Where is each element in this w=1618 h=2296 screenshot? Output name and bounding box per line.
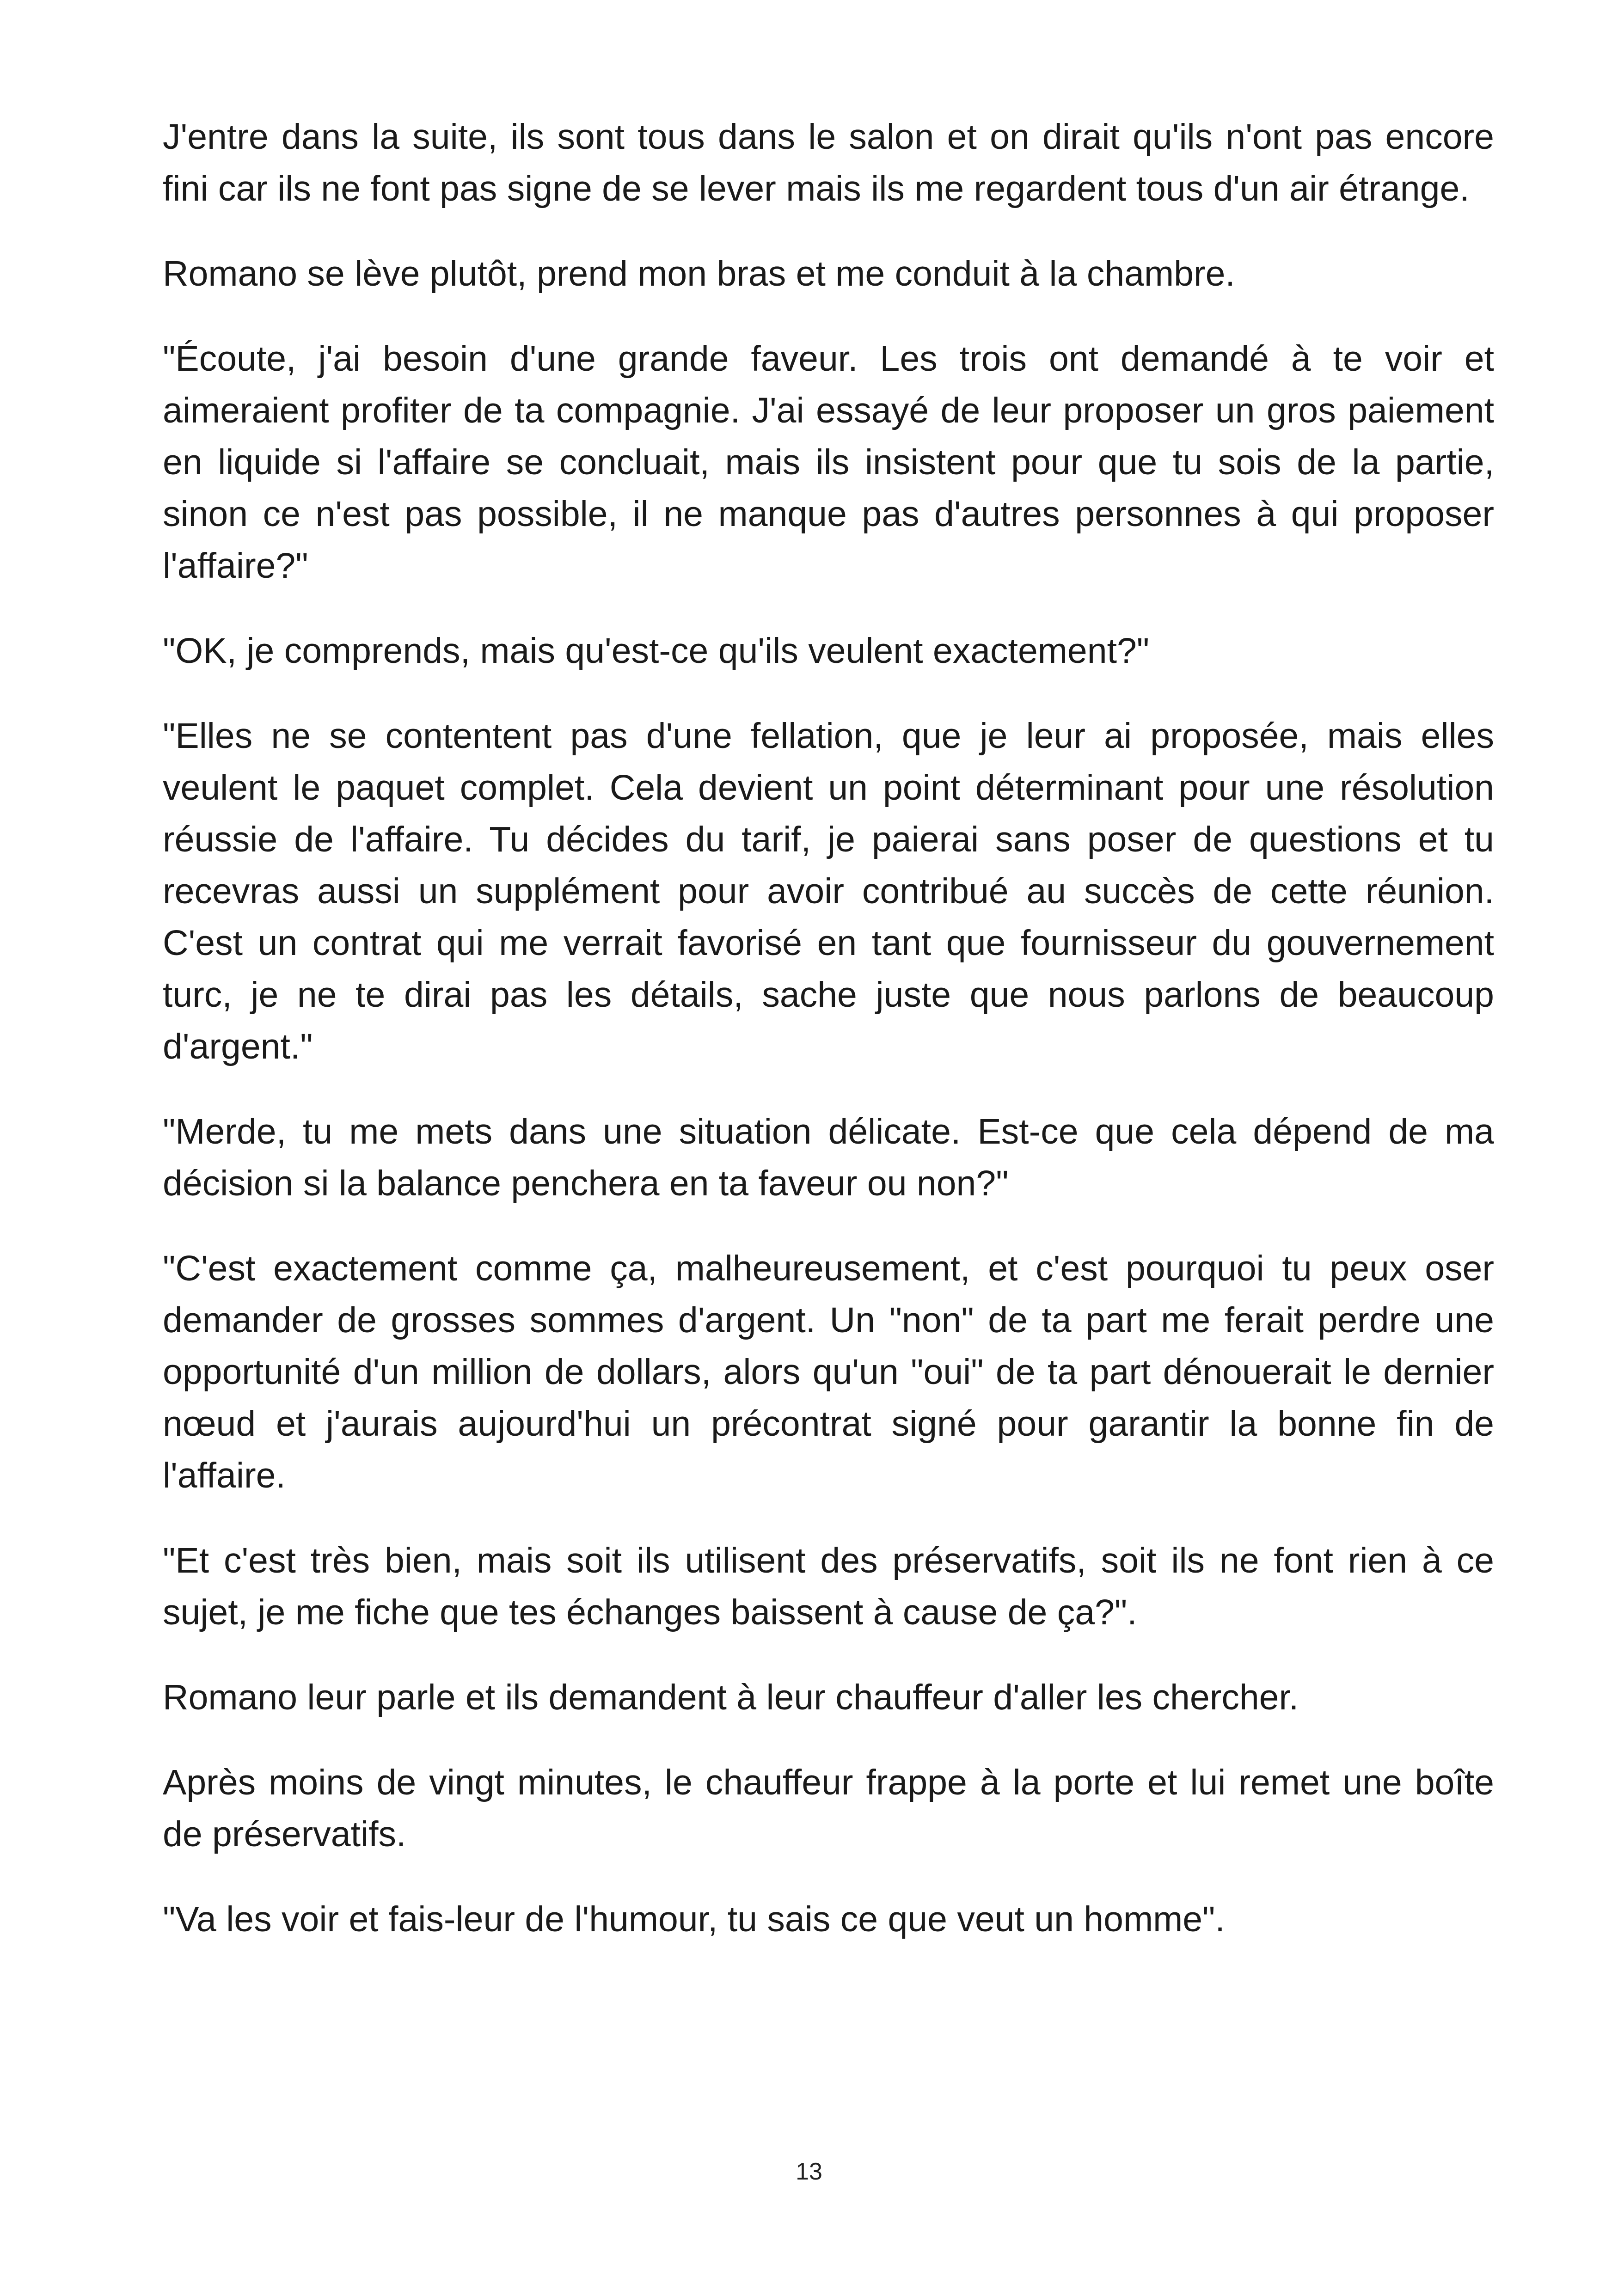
body-text	[163, 111, 1494, 1978]
paragraph: "OK, je comprends, mais qu'est-ce qu'ils veulent exactement?"	[163, 631, 1150, 671]
paragraph: "Va les voir et fais-leur de l'humour, tu sais ce que veut un homme".	[163, 1899, 1225, 1939]
page-number: 13	[796, 2158, 822, 2185]
paragraph: "Et c'est très bien, mais soit ils utilisent des préservatifs, soit ils ne font rien à ce sujet, je me fiche que tes échanges baissent à cause de ça?".	[163, 1541, 1494, 1632]
paragraph: Romano se lève plutôt, prend mon bras et me conduit à la chambre.	[163, 254, 1235, 294]
paragraph: Romano leur parle et ils demandent à leur chauffeur d'aller les chercher.	[163, 1678, 1299, 1717]
paragraph: "Merde, tu me mets dans une situation délicate. Est-ce que cela dépend de ma décision si la balance penchera en ta faveur ou non?"	[163, 1112, 1494, 1203]
paragraph: Après moins de vingt minutes, le chauffeur frappe à la porte et lui remet une boîte de préservatifs.	[163, 1763, 1494, 1854]
paragraph: "Écoute, j'ai besoin d'une grande faveur. Les trois ont demandé à te voir et aimeraient profiter de ta compagnie. J'ai essayé de leur proposer un gros paiement en liquide si l'affaire se concluait, mais ils insistent pour que tu sois de la partie, sinon ce n'est pas possible, il ne manque pas d'autres personnes à qui proposer l'affaire?"	[163, 339, 1494, 586]
paragraph: "Elles ne se contentent pas d'une fellation, que je leur ai proposée, mais elles veulent le paquet complet. Cela devient un point déterminant pour une résolution réussie de l'affaire. Tu décides du tarif, je paierai sans poser de questions et tu recevras aussi un supplément pour avoir contribué au succès de cette réunion. C'est un contrat qui me verrait favorisé en tant que fournisseur du gouvernement turc, je ne te dirai pas les détails, sache juste que nous parlons de beaucoup d'argent."	[163, 716, 1494, 1066]
paragraph: "C'est exactement comme ça, malheureusement, et c'est pourquoi tu peux oser demander de grosses sommes d'argent. Un "non" de ta part me ferait perdre une opportunité d'un million de dollars, alors qu'un "oui" de ta part dénouerait le dernier nœud et j'aurais aujourd'hui un précontrat signé pour garantir la bonne fin de l'affaire.	[163, 1249, 1494, 1495]
paragraph: J'entre dans la suite, ils sont tous dans le salon et on dirait qu'ils n'ont pas encore fini car ils ne font pas signe de se lever mais ils me regardent tous d'un air étrange.	[163, 117, 1494, 208]
